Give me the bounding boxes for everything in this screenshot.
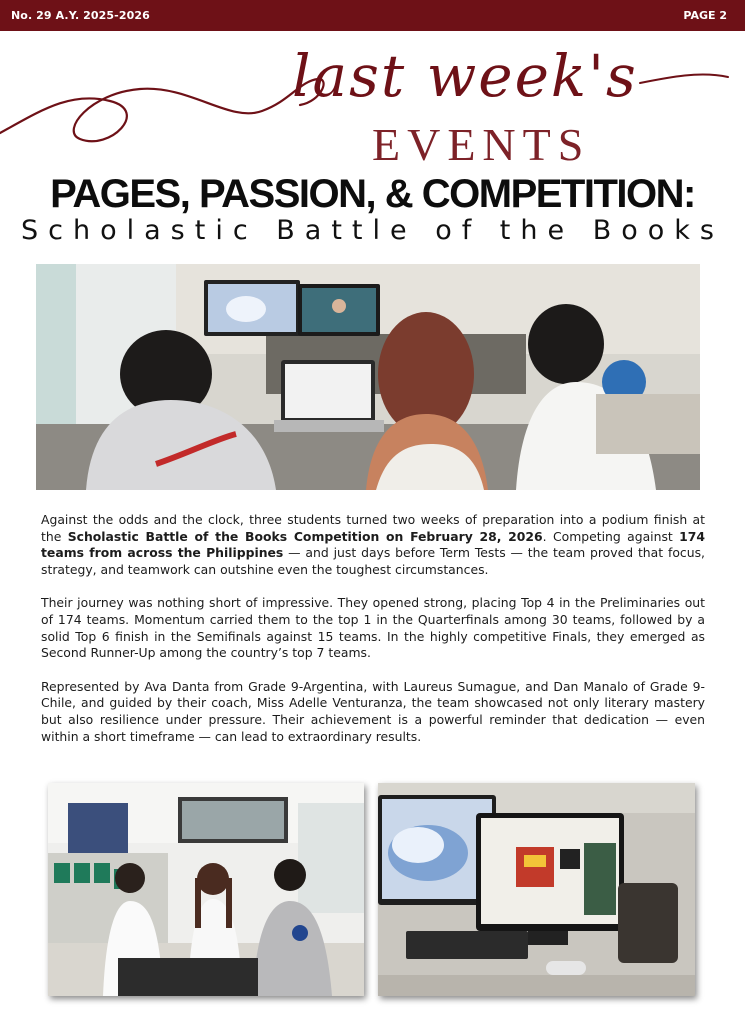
article-headline: PAGES, PASSION, & COMPETITION: xyxy=(50,172,695,216)
section-script-title: last week's xyxy=(292,42,638,110)
article-body xyxy=(41,512,705,762)
article-subheadline: Scholastic Battle of the Books xyxy=(21,215,724,246)
article-paragraph-1: Against the odds and the clock, three students turned two weeks of preparation into a podium finish at the Scholastic Battle of the Books Competition on February 28, 2026. Competing against 174 teams from across the Philippines — and just days before Term Tests — the team proved that focus, strategy, and teamwork can outshine even the toughest circumstances. xyxy=(41,512,705,577)
article-paragraph-3: Represented by Ava Danta from Grade 9-Argentina, with Laureus Sumague, and Dan Manalo of Grade 9-Chile, and guided by their coach, Miss Adelle Venturanza, the team showcased not only literary mastery but also resilience under pressure. Their achievement is a powerful reminder that dedication — even within a short timeframe — can lead to extraordinary results. xyxy=(41,678,705,744)
team-portrait-photo xyxy=(48,783,364,996)
monitor-screen-photo xyxy=(378,783,695,996)
competition-name-emphasis: Scholastic Battle of the Books Competition on February 28, 2026 xyxy=(67,528,543,544)
section-events-label: EVENTS xyxy=(372,119,591,170)
page-number: PAGE 2 xyxy=(683,9,727,22)
top-bar xyxy=(0,0,745,31)
main-photo-students-at-laptop xyxy=(36,264,700,490)
teams-count-emphasis: 174 teams from across the Philippines xyxy=(41,528,705,561)
issue-number: No. 29 A.Y. 2025-2026 xyxy=(11,9,150,22)
article-paragraph-2: Their journey was nothing short of impressive. They opened strong, placing Top 4 in the Preliminaries out of 174 teams. Momentum carried them to the top 1 in the Quarterfinals among 30 teams, followed by a solid Top 6 finish in the Semifinals against 15 teams. In the highly competitive Finals, they emerged as Second Runner-Up among the country’s top 7 teams. xyxy=(41,595,705,661)
